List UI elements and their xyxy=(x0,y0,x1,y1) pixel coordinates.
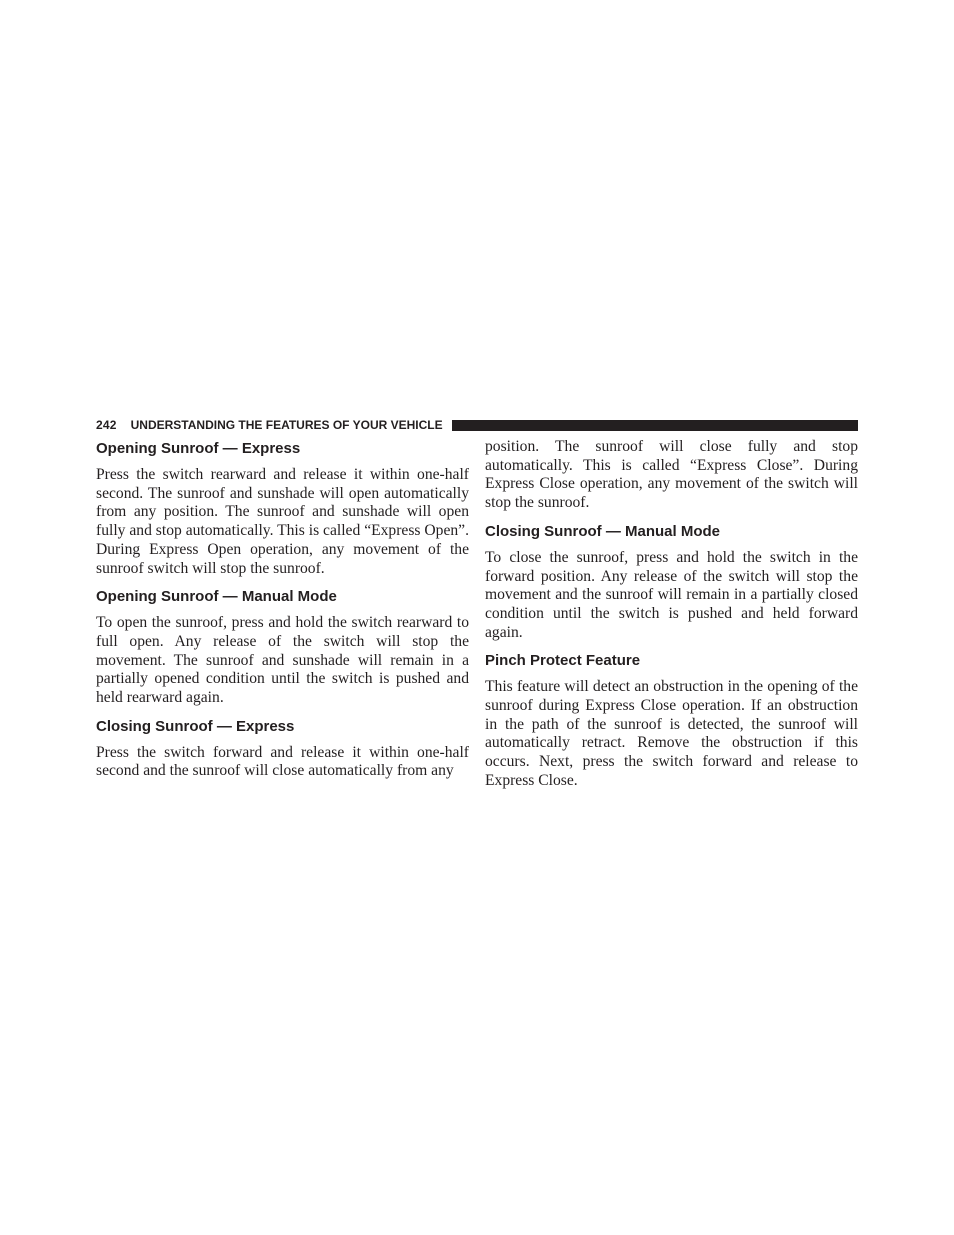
section-heading-opening-express: Opening Sunroof — Express xyxy=(96,440,301,457)
running-title: UNDERSTANDING THE FEATURES OF YOUR VEHICLE xyxy=(130,418,443,432)
page-header xyxy=(96,417,858,433)
section-body-closing-express: Press the switch forward and release it within one-half second and the sunroof will close automatically from any xyxy=(96,743,469,780)
header-rule-bar xyxy=(452,420,858,431)
section-body-opening-express: Press the switch rearward and release it within one-half second. The sunroof and sunshade will open automatically from any position. The sunroof and sunshade will open fully and stop automatically. This is called “Express Open”. During Express Open operation, any movement of the sunroof switch will stop the sunroof. xyxy=(96,466,469,577)
section-heading-opening-manual: Opening Sunroof — Manual Mode xyxy=(96,588,337,606)
section-body-pinch-protect: This feature will detect an obstruction in the opening of the sunroof during Express Close operation. If an obstruction in the path of the sunroof is detected, the sunroof will automatically retract. Remove the obstruction if this occurs. Next, press the switch forward and release to Express Close. xyxy=(485,678,858,789)
section-heading-closing-express: Closing Sunroof — Express xyxy=(96,717,295,735)
closing-express-continuation: position. The sunroof will close fully and stop automatically. This is called “Express Close”. During Express Close operation, any movement of the switch will stop the sunroof. xyxy=(485,438,858,512)
left-column xyxy=(96,438,469,790)
section-heading-closing-manual: Closing Sunroof — Manual Mode xyxy=(485,522,720,540)
right-column xyxy=(485,438,858,800)
page-number: 242 xyxy=(96,418,117,432)
section-heading-pinch-protect: Pinch Protect Feature xyxy=(485,652,641,670)
section-body-closing-manual: To close the sunroof, press and hold the switch in the forward position. Any release of the switch will stop the movement and the sunroof will remain in a partially closed condition until the switch is pushed and held forward again. xyxy=(485,548,858,641)
section-body-opening-manual: To open the sunroof, press and hold the switch rearward to full open. Any release of the switch will stop the movement. The sunroof and sunshade will remain in a partially opened condition until the switch is pushed and held rearward again. xyxy=(96,614,469,707)
